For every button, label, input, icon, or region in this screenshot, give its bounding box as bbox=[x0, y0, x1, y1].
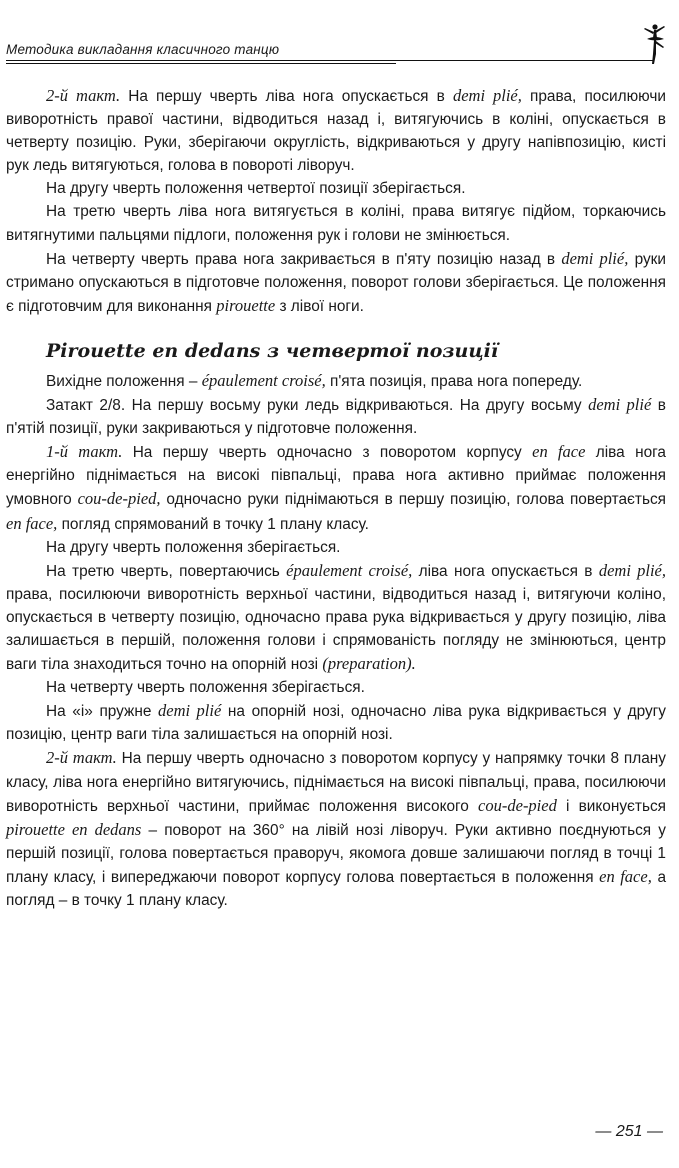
paragraph bbox=[6, 369, 666, 393]
term-italic: épaulement croisé, bbox=[201, 370, 326, 390]
text-run: – поворот на 360° на лівій нозі ліворуч. Руки активно поєднуються у першій позиції, голова повертається праворуч, якомога довше залишаючи погляд в точці 1 плану класу, і випереджаючи поворот корпусу голова повертається в положення bbox=[6, 821, 666, 886]
text-run: На четверту чверть положення зберігається. bbox=[46, 679, 365, 697]
text-run: На першу чверть одночасно з поворотом корпусу у напрямку точки 8 плану класу, ліва нога енергійно витягуючись, піднімається на високі півпальці, права, посилюючи виворотність верхньої частини, приймає положення високого bbox=[6, 750, 666, 815]
text-run: одночасно руки піднімаються в першу позицію, голова повертається bbox=[160, 491, 667, 509]
paragraph bbox=[6, 247, 666, 318]
paragraph bbox=[6, 699, 666, 746]
text-run: На «і» пружне bbox=[46, 703, 158, 721]
term-italic: en face bbox=[532, 442, 586, 462]
text-run: погляд спрямований в точку 1 плану класу. bbox=[57, 515, 369, 533]
text-run: п'ята позиція, права нога попереду. bbox=[325, 372, 583, 390]
text-run: на опорній нозі, одночасно ліва рука відкривається у другу позицію, центр ваги тіла залишається на опорній нозі. bbox=[6, 703, 666, 744]
paragraph bbox=[6, 84, 666, 177]
term-italic: demi plié, bbox=[598, 560, 666, 580]
text-run: На третю чверть ліва нога витягується в коліні, права витягує підйом, торкаючись витягнутими пальцями підлоги, положення рук і голови не змінюється. bbox=[6, 203, 666, 244]
term-italic: cou-de-pied bbox=[478, 795, 557, 815]
term-italic: demi plié, bbox=[561, 248, 629, 268]
term-italic: pirouette bbox=[216, 295, 276, 315]
term-italic: 1-й такт. bbox=[46, 442, 123, 462]
header-rule-thin bbox=[6, 63, 396, 64]
header-rule bbox=[6, 60, 654, 61]
running-header-title: Методика викладання класичного танцю bbox=[6, 42, 280, 57]
text-run: з лівої ноги. bbox=[275, 297, 364, 315]
paragraph bbox=[6, 177, 666, 200]
text-run: права, посилюючи виворотність верхньої частини, відводиться назад і, витягуючи коліно, опускається в четверту позицію, одночасно права рука відкривається у другу позицію, ліва залишається в першій, положення голови і спрямованість погляду не змінюються, центр ваги тіла знаходиться точно на опорній нозі bbox=[6, 585, 666, 674]
text-run: На третю чверть, повертаючись bbox=[46, 562, 287, 580]
text-run: На першу чверть одночасно з поворотом корпусу bbox=[122, 444, 533, 462]
term-italic: (preparation). bbox=[322, 654, 416, 674]
text-run: руки стримано опускаються в підготовче положення, поворот голови зберігається. Це положення є підготовчим для виконання bbox=[6, 250, 666, 315]
text-run: і виконується bbox=[556, 797, 666, 815]
term-italic: demi plié bbox=[588, 395, 652, 415]
paragraph bbox=[6, 536, 666, 559]
text-run: На першу чверть ліва нога опускається в bbox=[120, 88, 453, 105]
text-run: На другу чверть положення четвертої позиції зберігається. bbox=[46, 180, 466, 198]
page-body bbox=[6, 84, 666, 912]
paragraph bbox=[6, 393, 666, 440]
text-run: На четверту чверть права нога закривається в п'яту позицію назад в bbox=[46, 250, 562, 268]
running-header bbox=[6, 38, 666, 68]
paragraph bbox=[6, 746, 666, 912]
term-italic: pirouette en dedans bbox=[6, 819, 142, 839]
term-italic: 2-й такт. bbox=[46, 748, 117, 768]
page-number: — 251 — bbox=[595, 1123, 663, 1140]
term-italic: demi plié, bbox=[452, 86, 522, 105]
paragraph bbox=[6, 200, 666, 246]
paragraph-group-intro bbox=[6, 84, 666, 318]
text-run: в п'ятій позиції, руки закриваються у підготовче положення. bbox=[6, 397, 666, 438]
text-run: Затакт 2/8. На першу восьму руки ледь відкриваються. На другу восьму bbox=[46, 397, 589, 415]
text-run: а погляд – в точку 1 плану класу. bbox=[6, 868, 667, 909]
text-run: ліва нога опускається в bbox=[412, 562, 599, 580]
paragraph bbox=[6, 440, 666, 535]
term-italic: en face, bbox=[6, 513, 58, 533]
term-italic: cou-de-pied, bbox=[77, 489, 161, 509]
ballerina-icon bbox=[634, 22, 674, 68]
paragraph-group-section bbox=[6, 369, 666, 912]
text-run: Вихідне положення – bbox=[46, 372, 202, 390]
text-run: ліва нога енергійно піднімається на високі півпальці, права нога активно приймає положення умовного bbox=[6, 444, 666, 509]
paragraph bbox=[6, 559, 666, 676]
paragraph bbox=[6, 676, 666, 699]
text-run: На другу чверть положення зберігається. bbox=[46, 538, 341, 556]
term-italic: en face, bbox=[599, 866, 652, 886]
term-italic: épaulement croisé, bbox=[286, 560, 413, 580]
text-run: права, посилюючи виворотність правої частини, відводиться назад і, витягуючись в коліні, опускається в четверту позицію. Руки, зберігаючи округлість, відкриваються у другу напівпозицію, кисті рук ледь витягуються, голова в повороті ліворуч. bbox=[6, 88, 666, 175]
term-italic: demi plié bbox=[158, 701, 222, 721]
section-heading: Pirouette en dedans з четвертої позиції bbox=[46, 339, 499, 362]
term-italic: 2-й такт. bbox=[46, 86, 121, 105]
